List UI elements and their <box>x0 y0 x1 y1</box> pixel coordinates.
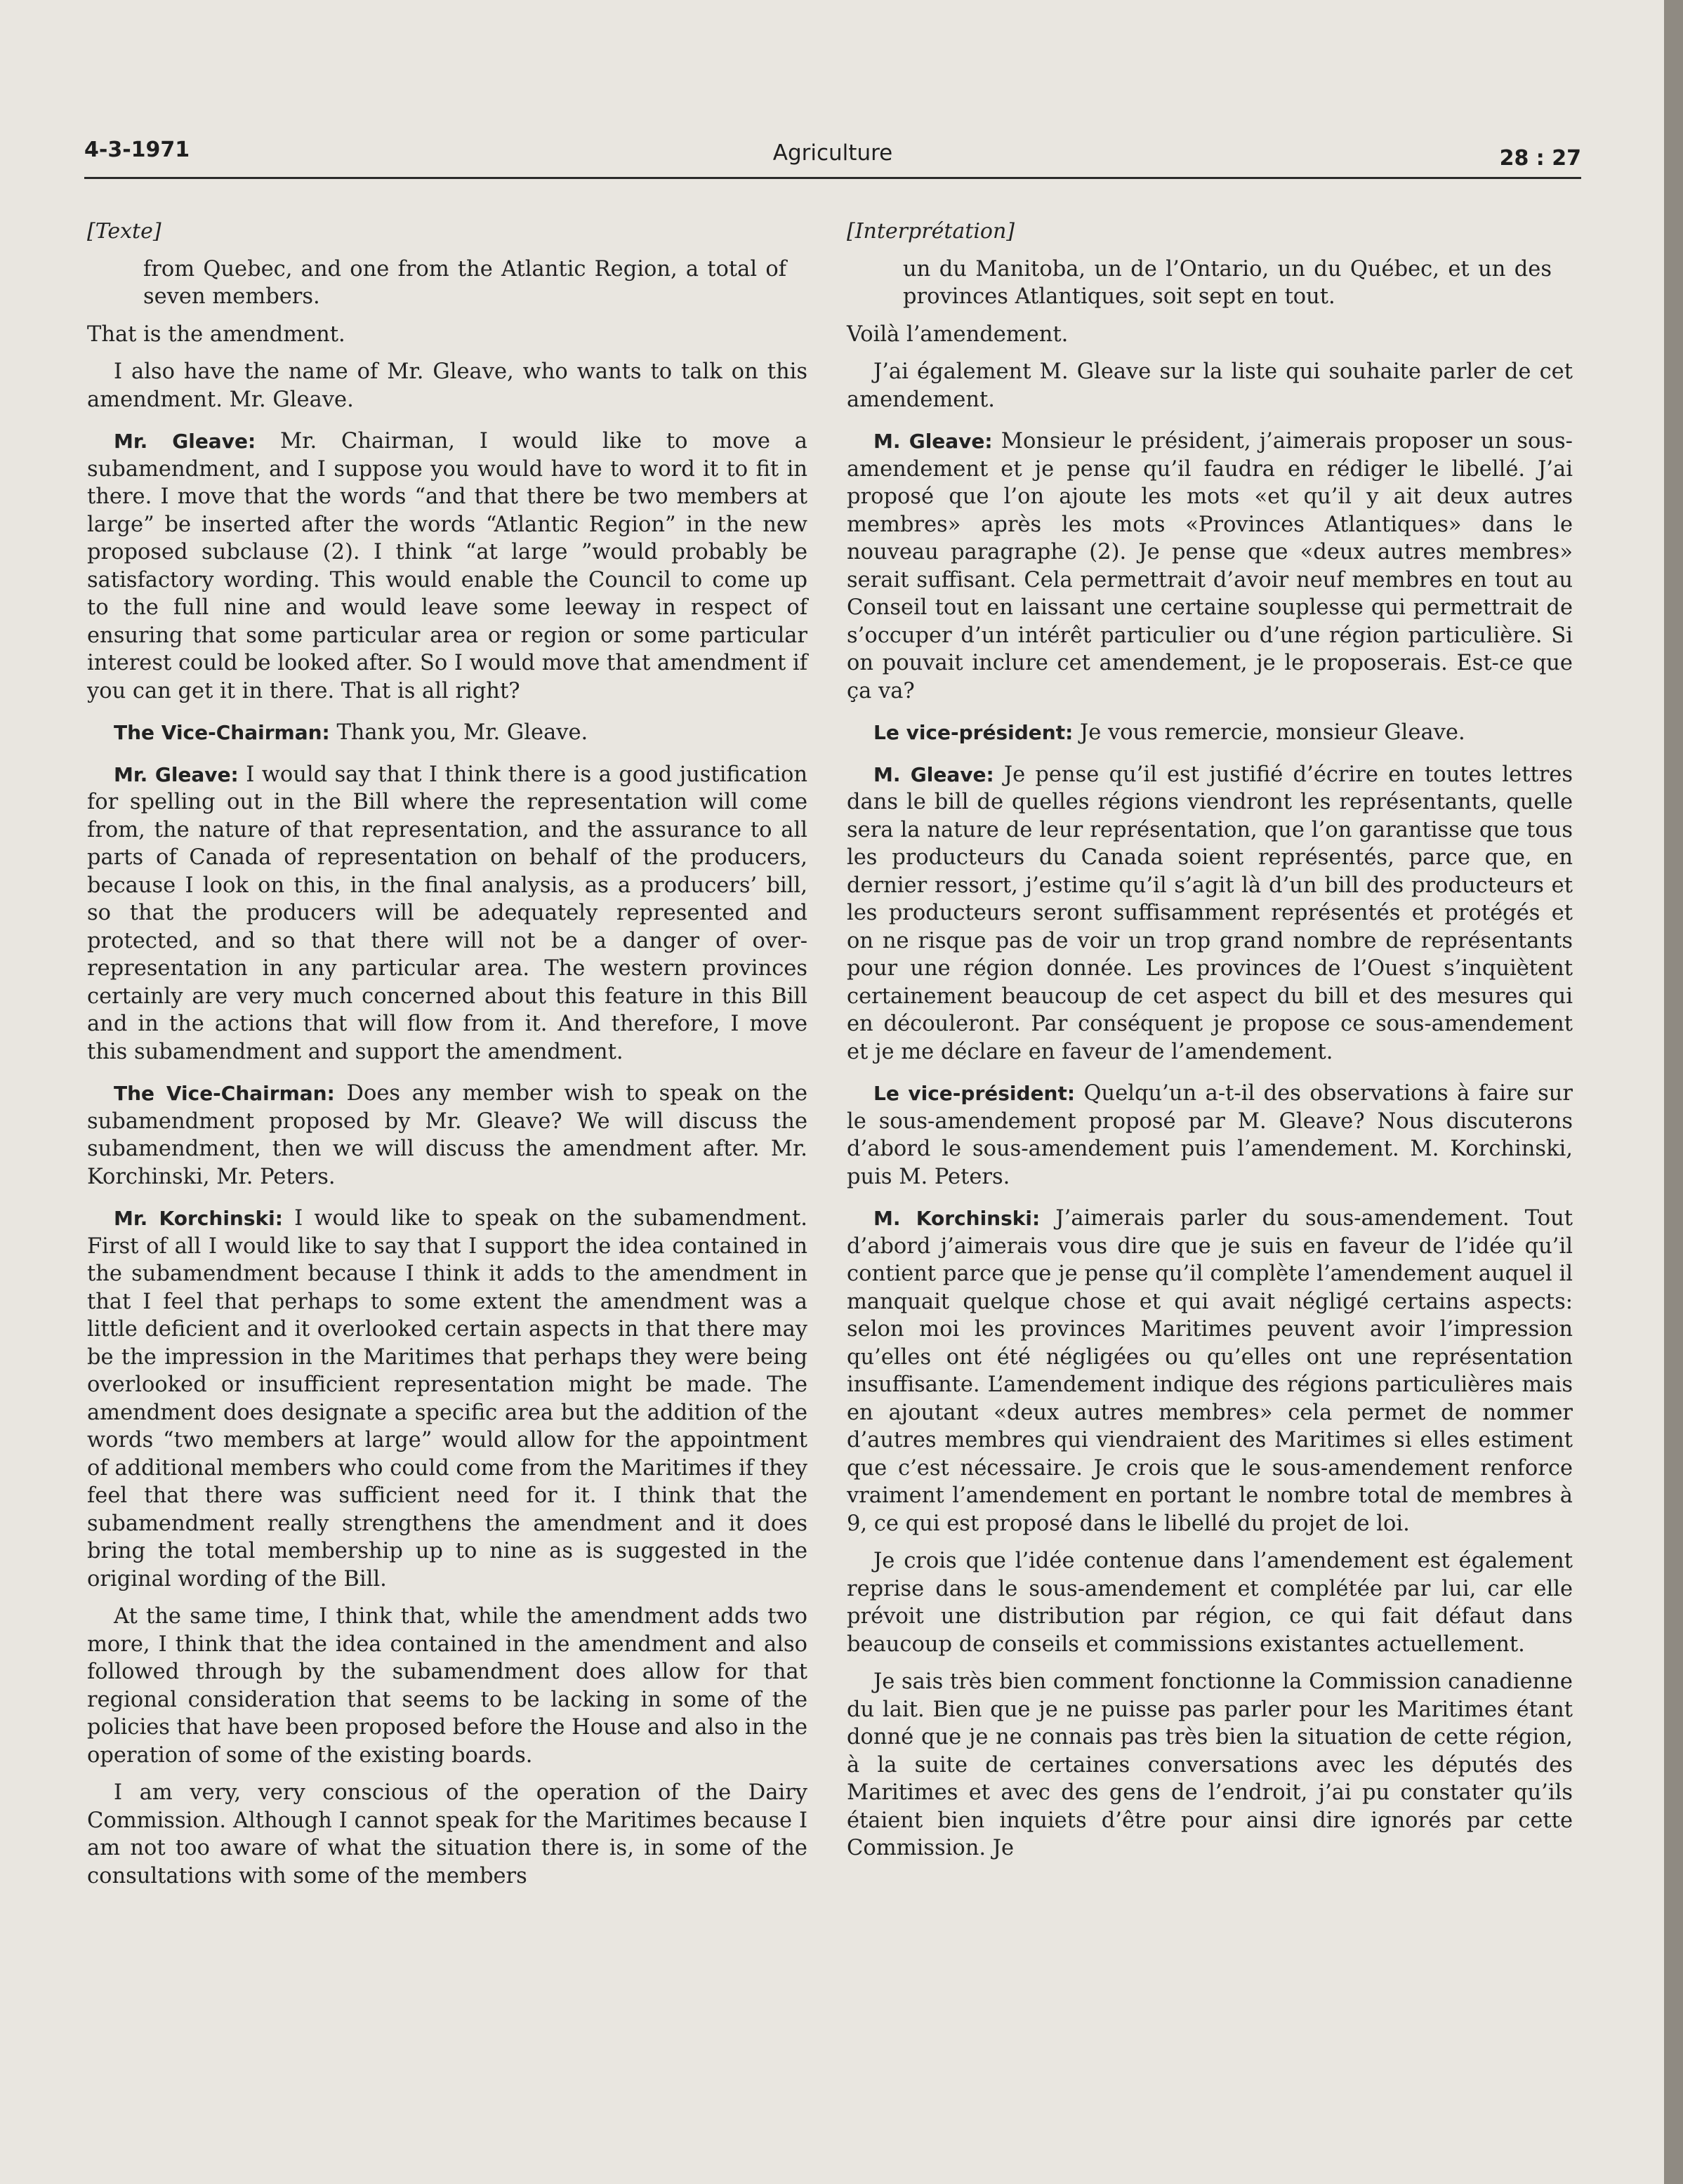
speech-text: Mr. Chairman, I would like to move a subamendment, and I suppose you would have to word it to fit in there. I move that the words “and that there be two members at large” be inserted after the words “Atlantic Region” in the new proposed subclause (2). I think “at large ”would probably be satisfactory wording. This would enable the Council to come up to the full nine and would leave some leeway in respect of ensuring that some particular area or region or some particular interest could be looked after. So I would move that amendment if you can get it in there. That is all right? <box>87 429 807 703</box>
speech-paragraph <box>87 1080 807 1191</box>
speech-paragraph <box>847 719 1573 747</box>
speaker-name: Le vice-président: <box>873 721 1074 744</box>
language-marker: [Texte] <box>87 219 161 244</box>
speech-paragraph <box>847 428 1573 705</box>
speech-text: Thank you, Mr. Gleave. <box>329 720 588 745</box>
speaker-name: Mr. Gleave: <box>114 762 239 786</box>
speech-text: Je pense qu’il est justifié d’écrire en toutes lettres dans le bill de quelles régions viendront les représentants, quelle sera la nature de leur représentation, que l’on garantisse que tous les producteurs du Canada soient représentés, parce que, en dernier ressort, j’estime qu’il s’agit là d’un bill des producteurs et les producteurs seront suffisamment représentés et protégés et on ne risque pas de voir un trop grand nombre de représentants pour une région donnée. Les provinces de l’Ouest s’inquiètent certainement beaucoup de cet aspect du bill et des mesures qui en découleront. Par conséquent je propose ce sous-amendement et je me déclare en faveur de l’amendement. <box>847 762 1573 1064</box>
speech-text: Quelqu’un a-t-il des observations à faire sur le sous-amendement proposé par M. Gleave? Nous discuterons d’abord le sous-amendement puis l’amendement. M. Korchinski, puis M. Peters. <box>847 1081 1573 1189</box>
quoted-text: from Quebec, and one from the Atlantic Region, a total of seven members. <box>143 256 786 309</box>
header-title: Agriculture <box>772 140 893 166</box>
paragraph: That is the amendment. <box>87 322 345 347</box>
speaker-name: Le vice-président: <box>873 1082 1076 1105</box>
paragraph: J’ai également M. Gleave sur la liste qui souhaite parler de cet amendement. <box>847 359 1573 412</box>
header-page-number: 28 : 27 <box>1499 146 1581 171</box>
speech-text: J’aimerais parler du sous-amendement. Tout d’abord j’aimerais vous dire que je suis en faveur de l’idée qu’il contient parce que je pense qu’il complète l’amendement auquel il manquait quelque chose et qui avait négligé certains aspects: selon moi les provinces Maritimes peuvent avoir l’impression qu’elles ont été négligées ou qu’elles ont une représentation insuffisante. L’amendement indique des régions particulières mais en ajoutant «deux autres membres» cela permet de nommer d’autres membres qui viendraient des Maritimes si elles estiment que c’est nécessaire. Je crois que le sous-amendement renforce vraiment l’amendement en portant le nombre total de membres à 9, ce qui est proposé dans le libellé du projet de loi. <box>847 1206 1573 1536</box>
speaker-name: M. Gleave: <box>873 430 993 453</box>
paragraph: I also have the name of Mr. Gleave, who wants to talk on this amendment. Mr. Gleave. <box>87 359 807 412</box>
paragraph: Je sais très bien comment fonctionne la Commission canadienne du lait. Bien que je ne puisse pas parler pour les Maritimes étant donné que je ne connais pas très bien la situation de cette région, à la suite de certaines conversations avec les députés des Maritimes et avec des gens de l’endroit, j’ai pu constater qu’ils étaient bien inquiets d’être pour ainsi dire ignorés par cette Commission. Je <box>847 1669 1573 1860</box>
english-column <box>87 218 807 1900</box>
speech-text: Je vous remercie, monsieur Gleave. <box>1073 720 1465 745</box>
speech-paragraph <box>87 1205 807 1593</box>
page-header <box>84 138 1581 179</box>
speech-text: Does any member wish to speak on the subamendment proposed by Mr. Gleave? We will discuss the subamendment, then we will discuss the amendment after. Mr. Korchinski, Mr. Peters. <box>87 1081 807 1189</box>
speech-paragraph <box>847 761 1573 1066</box>
speech-text: I would say that I think there is a good justification for spelling out in the Bill where the representation will come from, the nature of that representation, and the assurance to all parts of Canada of representation on behalf of the producers, because I look on this, in the final analysis, as a producers’ bill, so that the producers will be adequately represented and protected, and so that there will not be a danger of overrepresentation in any particular area. The western provinces certainly are very much concerned about this feature in this Bill and in the actions that will flow from it. And therefore, I move this subamendment and support the amendment. <box>87 762 807 1064</box>
speech-paragraph <box>87 761 807 1066</box>
language-marker: [Interprétation] <box>847 219 1015 244</box>
paragraph: Je crois que l’idée contenue dans l’amendement est également reprise dans le sous-amendement et complétée par lui, car elle prévoit une distribution par région, ce qui fait défaut dans beaucoup de conseils et commissions existantes actuellement. <box>847 1549 1573 1657</box>
speaker-name: The Vice-Chairman: <box>114 1082 335 1105</box>
speaker-name: The Vice-Chairman: <box>114 721 330 744</box>
speech-text: I would like to speak on the subamendment. First of all I would like to say that I support the idea contained in the subamendment because I think it adds to the amendment in that I feel that perhaps to some extent the amendment was a little deficient and it overlooked certain aspects in that there may be the impression in the Maritimes that perhaps they were being overlooked or insufficient representation might be made. The amendment does designate a specific area but the addition of the words “two members at large” would allow for the appointment of additional members who could come from the Maritimes if they feel that there was sufficient need for it. I think that the subamendment really strengthens the amendment and it does bring the total membership up to nine as is suggested in the original wording of the Bill. <box>87 1206 808 1591</box>
speech-text: Monsieur le président, j’aimerais proposer un sous-amendement et je pense qu’il faudra en rédiger le libellé. J’ai proposé que l’on ajoute les mots «et qu’il y ait deux autres membres» après les mots «Provinces Atlantiques» dans le nouveau paragraphe (2). Je pense que «deux autres membres» serait suffisant. Cela permettrait d’avoir neuf membres en tout au Conseil tout en laissant une certaine souplesse qui permettrait de s’occuper d’un intérêt particulier ou d’une région particulière. Si on pouvait inclure cet amendement, je le proposerais. Est-ce que ça va? <box>847 429 1573 703</box>
french-column <box>847 218 1573 1872</box>
paragraph: I am very, very conscious of the operation of the Dairy Commission. Although I cannot speak for the Maritimes because I am not too aware of what the situation there is, in some of the consultations with some of the members <box>87 1780 807 1888</box>
paragraph: Voilà l’amendement. <box>847 322 1069 347</box>
header-date: 4-3-1971 <box>84 138 190 162</box>
speaker-name: M. Korchinski: <box>873 1207 1041 1230</box>
paragraph: At the same time, I think that, while the amendment adds two more, I think that the idea contained in the amendment and also followed through by the subamendment does allow for that regional consideration that seems to be lacking in some of the policies that have been proposed before the House and also in the operation of some of the existing boards. <box>87 1604 807 1768</box>
scan-right-edge <box>1664 0 1683 2184</box>
quoted-text: un du Manitoba, un de l’Ontario, un du Québec, et un des provinces Atlantiques, soit sept en tout. <box>903 256 1552 309</box>
speech-paragraph <box>87 428 807 705</box>
speaker-name: Mr. Gleave: <box>114 430 256 453</box>
speech-paragraph <box>87 719 807 747</box>
speech-paragraph <box>847 1205 1573 1537</box>
speaker-name: Mr. Korchinski: <box>114 1207 283 1230</box>
speaker-name: M. Gleave: <box>873 762 994 786</box>
speech-paragraph <box>847 1080 1573 1191</box>
